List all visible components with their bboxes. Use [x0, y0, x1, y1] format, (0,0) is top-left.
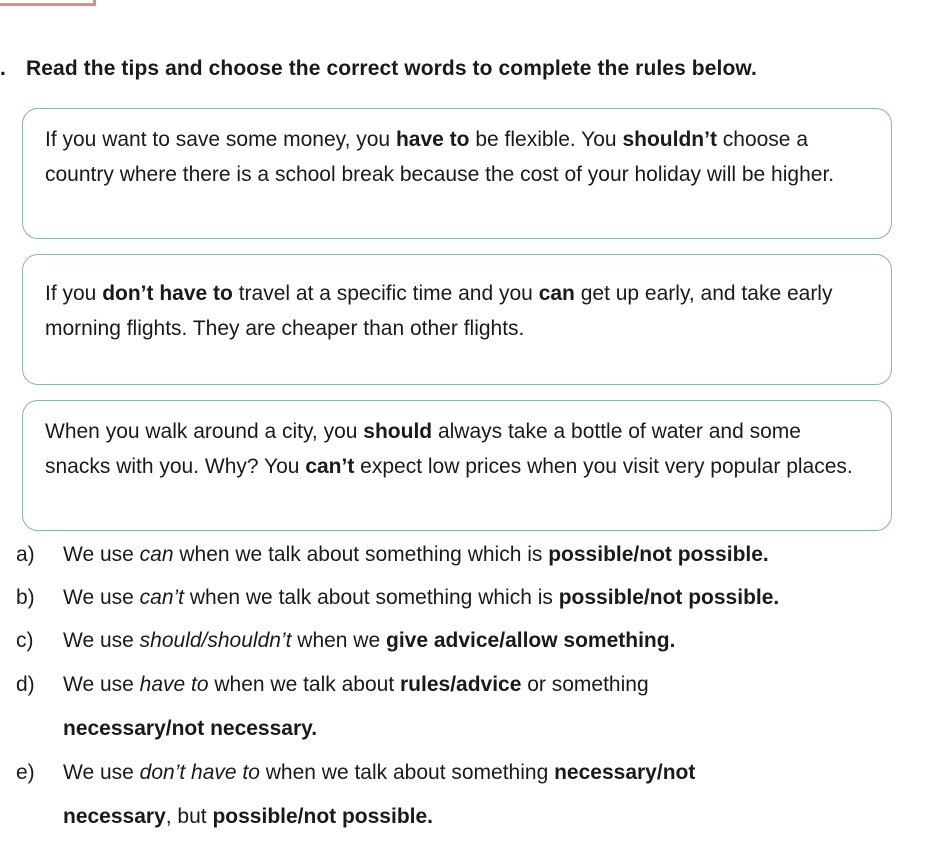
rule-text: or something	[521, 673, 649, 696]
rules-list	[16, 533, 931, 839]
rule-text: , but	[165, 805, 213, 828]
rule-end: .	[427, 805, 434, 828]
rule-c	[16, 619, 931, 663]
rule-text: when we talk about something	[259, 761, 555, 784]
exercise-instruction	[0, 57, 757, 81]
rule-text: We use	[63, 673, 140, 696]
rule-e-line-2	[63, 795, 931, 839]
rule-d-line-2	[63, 707, 931, 751]
rule-letter: c)	[16, 629, 34, 652]
rule-choice[interactable]: possible/not possible	[212, 805, 428, 828]
tip-3-text: expect low prices when you visit very popular places.	[354, 454, 853, 478]
tip-3-text: always take a bottle of water and some snacks with you. Why? You	[45, 420, 801, 478]
rule-text: We use	[63, 543, 140, 566]
rule-choice[interactable]: necessary/not necessary	[63, 717, 312, 740]
tip-2-text: travel at a specific time and you	[232, 282, 539, 305]
tip-1-text: be flexible. You	[469, 128, 623, 151]
rule-choice[interactable]: possible/not possible	[548, 543, 763, 566]
tip-3-keyword-cant: can’t	[305, 454, 355, 478]
tip-1-text: choose a country where there is a school break because the cost of your holiday will be higher.	[45, 128, 835, 186]
rule-text: We use	[63, 761, 140, 784]
exercise-number: .	[0, 57, 6, 80]
tip-3-text: When you walk around a city, you	[45, 420, 364, 443]
rule-choice[interactable]: rules/advice	[400, 673, 522, 696]
rule-choice[interactable]: give advice/allow something	[386, 629, 670, 652]
rule-choice[interactable]: possible/not possible	[558, 586, 774, 609]
rule-text: We use	[63, 586, 140, 609]
rule-modal: can’t	[139, 586, 185, 609]
tip-1-text: If you want to save some money, you	[45, 128, 396, 151]
rule-end: .	[669, 629, 676, 652]
tip-1-keyword-have-to: have to	[395, 128, 470, 151]
rule-a	[16, 533, 931, 577]
rule-letter: a)	[16, 543, 35, 566]
rule-text: when we talk about something which is	[173, 543, 549, 566]
rule-end: .	[762, 543, 769, 566]
tip-2-text: get up early, and take early morning flights. They are cheaper than other flights.	[45, 282, 833, 340]
rule-e	[16, 751, 931, 839]
rule-modal: don’t have to	[139, 761, 260, 784]
rule-letter: e)	[16, 761, 35, 784]
tip-3-keyword-should: should	[363, 420, 433, 443]
tip-2-keyword-dont-have-to: don’t have to	[102, 282, 233, 305]
tip-box-1	[22, 108, 892, 239]
rule-text: when we talk about	[208, 673, 400, 696]
rule-letter: d)	[16, 673, 35, 696]
top-decorative-rule	[0, 0, 96, 6]
tip-1-keyword-shouldnt: shouldn’t	[622, 128, 717, 151]
tip-box-2	[22, 254, 892, 385]
rule-modal: have to	[139, 673, 209, 696]
rule-letter: b)	[16, 586, 35, 609]
rule-b	[16, 577, 931, 619]
tip-2-text: If you	[45, 282, 103, 305]
rule-text: We use	[63, 629, 140, 652]
rule-end: .	[311, 717, 318, 740]
tip-box-3	[22, 400, 892, 531]
rule-choice[interactable]: necessary	[63, 805, 166, 828]
rule-modal: can	[139, 543, 174, 566]
rule-text: when we	[291, 629, 386, 652]
rule-end: .	[773, 586, 780, 609]
rule-text: when we talk about something which is	[184, 586, 559, 609]
rule-choice[interactable]: necessary/not	[554, 761, 696, 784]
instruction-text: Read the tips and choose the correct words to complete the rules below.	[26, 57, 757, 80]
tip-2-keyword-can: can	[538, 282, 575, 305]
rule-d	[16, 663, 931, 751]
rule-modal: should/shouldn’t	[139, 629, 292, 652]
